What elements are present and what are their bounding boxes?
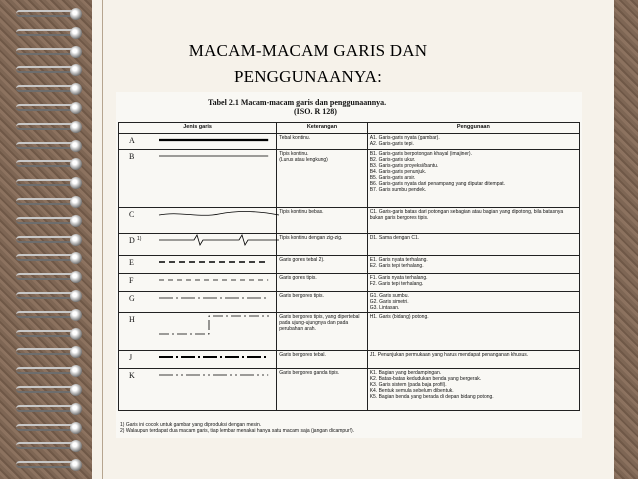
cell-keterangan: Tebal kontinu. <box>277 134 367 150</box>
table-row <box>119 313 580 351</box>
scanned-table-document <box>116 92 582 438</box>
line-letter: K <box>129 371 135 380</box>
cell-keterangan: Tipis kontinu dengan zig-zig. <box>277 234 367 256</box>
cell-penggunaan: A1. Garis-garis nyata (gambar). A2. Garis-garis tepi. <box>367 134 579 150</box>
cell-line-sample <box>119 351 277 369</box>
line-footnote-mark: 1) <box>137 236 142 242</box>
cell-penggunaan: E1. Garis nyata terhalang. E2. Garis tepi terhalang. <box>367 256 579 274</box>
table-caption: Tabel 2.1 Macam-macam garis dan penggunaannya. <box>208 98 387 107</box>
binder-ring <box>16 102 78 114</box>
binder-ring <box>16 252 78 264</box>
binder-ring <box>16 384 78 396</box>
cell-penggunaan: B1. Garis-garis berpotongan khayal (imajiner). B2. Garis-garis ukur. B3. Garis-garis proyeksi/bantu. B4. Garis-garis penunjuk. B5. Garis-garis arsir. B6. Garis-garis nyata dari penampang yang diputar ditempat. B7. Garis sumbu pendek. <box>367 150 579 208</box>
table-row <box>119 150 580 208</box>
cell-penggunaan: G1. Garis sumbu. G2. Garis simetri. G3. Lintasan. <box>367 292 579 313</box>
binder-ring <box>16 403 78 415</box>
cell-keterangan: Garis bergores tipis. <box>277 292 367 313</box>
cell-keterangan: Garis bergores ganda tipis. <box>277 369 367 411</box>
binder-ring <box>16 290 78 302</box>
binder-ring <box>16 177 78 189</box>
binder-ring <box>16 365 78 377</box>
header-jenis-garis: Jenis garis <box>119 123 277 134</box>
table-row <box>119 292 580 313</box>
cell-keterangan: Tipis kontinu bebas. <box>277 208 367 234</box>
binder-ring <box>16 83 78 95</box>
cell-penggunaan: J1. Penunjukan permukaan yang harus mendapat penanganan khusus. <box>367 351 579 369</box>
cell-line-sample <box>119 134 277 150</box>
cell-line-sample <box>119 313 277 351</box>
line-letter: H <box>129 315 135 324</box>
cell-keterangan: Garis gores tebal 2). <box>277 256 367 274</box>
slide-title-line1: MACAM-MACAM GARIS DAN <box>188 41 428 60</box>
cell-keterangan: Garis gores tipis. <box>277 274 367 292</box>
cell-keterangan: Garis bergores tebal. <box>277 351 367 369</box>
cell-line-sample <box>119 369 277 411</box>
slide-title <box>148 38 468 90</box>
cell-penggunaan: K1. Bagian yang berdampingan. K2. Batas-batas kedudukan benda yang bergerak. K3. Garis sistem (pada baja profil). K4. Bentuk semula sebelum dibentuk. K5. Bagian benda yang berada di depan bidang potong. <box>367 369 579 411</box>
cell-keterangan: Tipis kontinu. (Lurus atau lengkung) <box>277 150 367 208</box>
binder-ring <box>16 8 78 20</box>
binder-ring <box>16 309 78 321</box>
table-row <box>119 208 580 234</box>
cell-line-sample <box>119 208 277 234</box>
cell-line-sample <box>119 234 277 256</box>
header-penggunaan: Penggunaan <box>367 123 579 134</box>
table-footnotes <box>120 422 580 434</box>
line-letter: A <box>129 136 135 145</box>
line-letter: J <box>129 353 133 362</box>
binder-ring <box>16 234 78 246</box>
binder-ring <box>16 459 78 471</box>
cell-line-sample <box>119 150 277 208</box>
table-row <box>119 369 580 411</box>
wood-border-right <box>614 0 638 479</box>
cell-penggunaan: H1. Garis (bidang) potong. <box>367 313 579 351</box>
binder-ring <box>16 440 78 452</box>
line-letter: E <box>129 258 134 267</box>
table-row <box>119 234 580 256</box>
line-letter: D <box>129 236 135 245</box>
line-types-table <box>118 122 580 411</box>
line-letter: G <box>129 294 135 303</box>
table-header-row <box>119 123 580 134</box>
cell-keterangan: Garis bergores tipis, yang dipertebal pada ujung-ujungnya dan pada perubahan arah. <box>277 313 367 351</box>
cell-line-sample <box>119 274 277 292</box>
slide-title-line2: PENGGUNAANYA: <box>233 67 383 86</box>
table-row <box>119 134 580 150</box>
cell-penggunaan: D1. Sama dengan C1. <box>367 234 579 256</box>
line-letter: C <box>129 210 135 219</box>
cell-line-sample <box>119 256 277 274</box>
cell-penggunaan: F1. Garis nyata terhalang. F2. Garis tepi terhalang. <box>367 274 579 292</box>
footnote-1: 1) Garis ini cocok untuk gambar yang diproduksi dengan mesin. <box>120 422 262 428</box>
table-row <box>119 256 580 274</box>
footnote-2: 2) Walaupun terdapat dua macam garis, tiap lembar menakai hanya satu macam saja (jangan dicampur!). <box>120 428 355 434</box>
binder-ring <box>16 422 78 434</box>
binder-ring <box>16 121 78 133</box>
binder-ring <box>16 64 78 76</box>
table-row <box>119 351 580 369</box>
binder-ring <box>16 328 78 340</box>
table-row <box>119 274 580 292</box>
line-letter: B <box>129 152 135 161</box>
line-letter: F <box>129 276 134 285</box>
header-keterangan: Keterangan <box>277 123 367 134</box>
binder-ring <box>16 140 78 152</box>
binder-ring <box>16 158 78 170</box>
table-standard: (ISO. R 128) <box>294 107 337 116</box>
page-margin-line <box>102 0 103 479</box>
cell-line-sample <box>119 292 277 313</box>
binder-ring <box>16 271 78 283</box>
binder-ring <box>16 196 78 208</box>
cell-penggunaan: C1. Garis-garis batas dari potongan sebagian atau bagian yang dipotong, bila batasnya bukan garis bergores tipis. <box>367 208 579 234</box>
binder-ring <box>16 27 78 39</box>
binder-ring <box>16 346 78 358</box>
binder-ring <box>16 46 78 58</box>
binder-ring <box>16 215 78 227</box>
